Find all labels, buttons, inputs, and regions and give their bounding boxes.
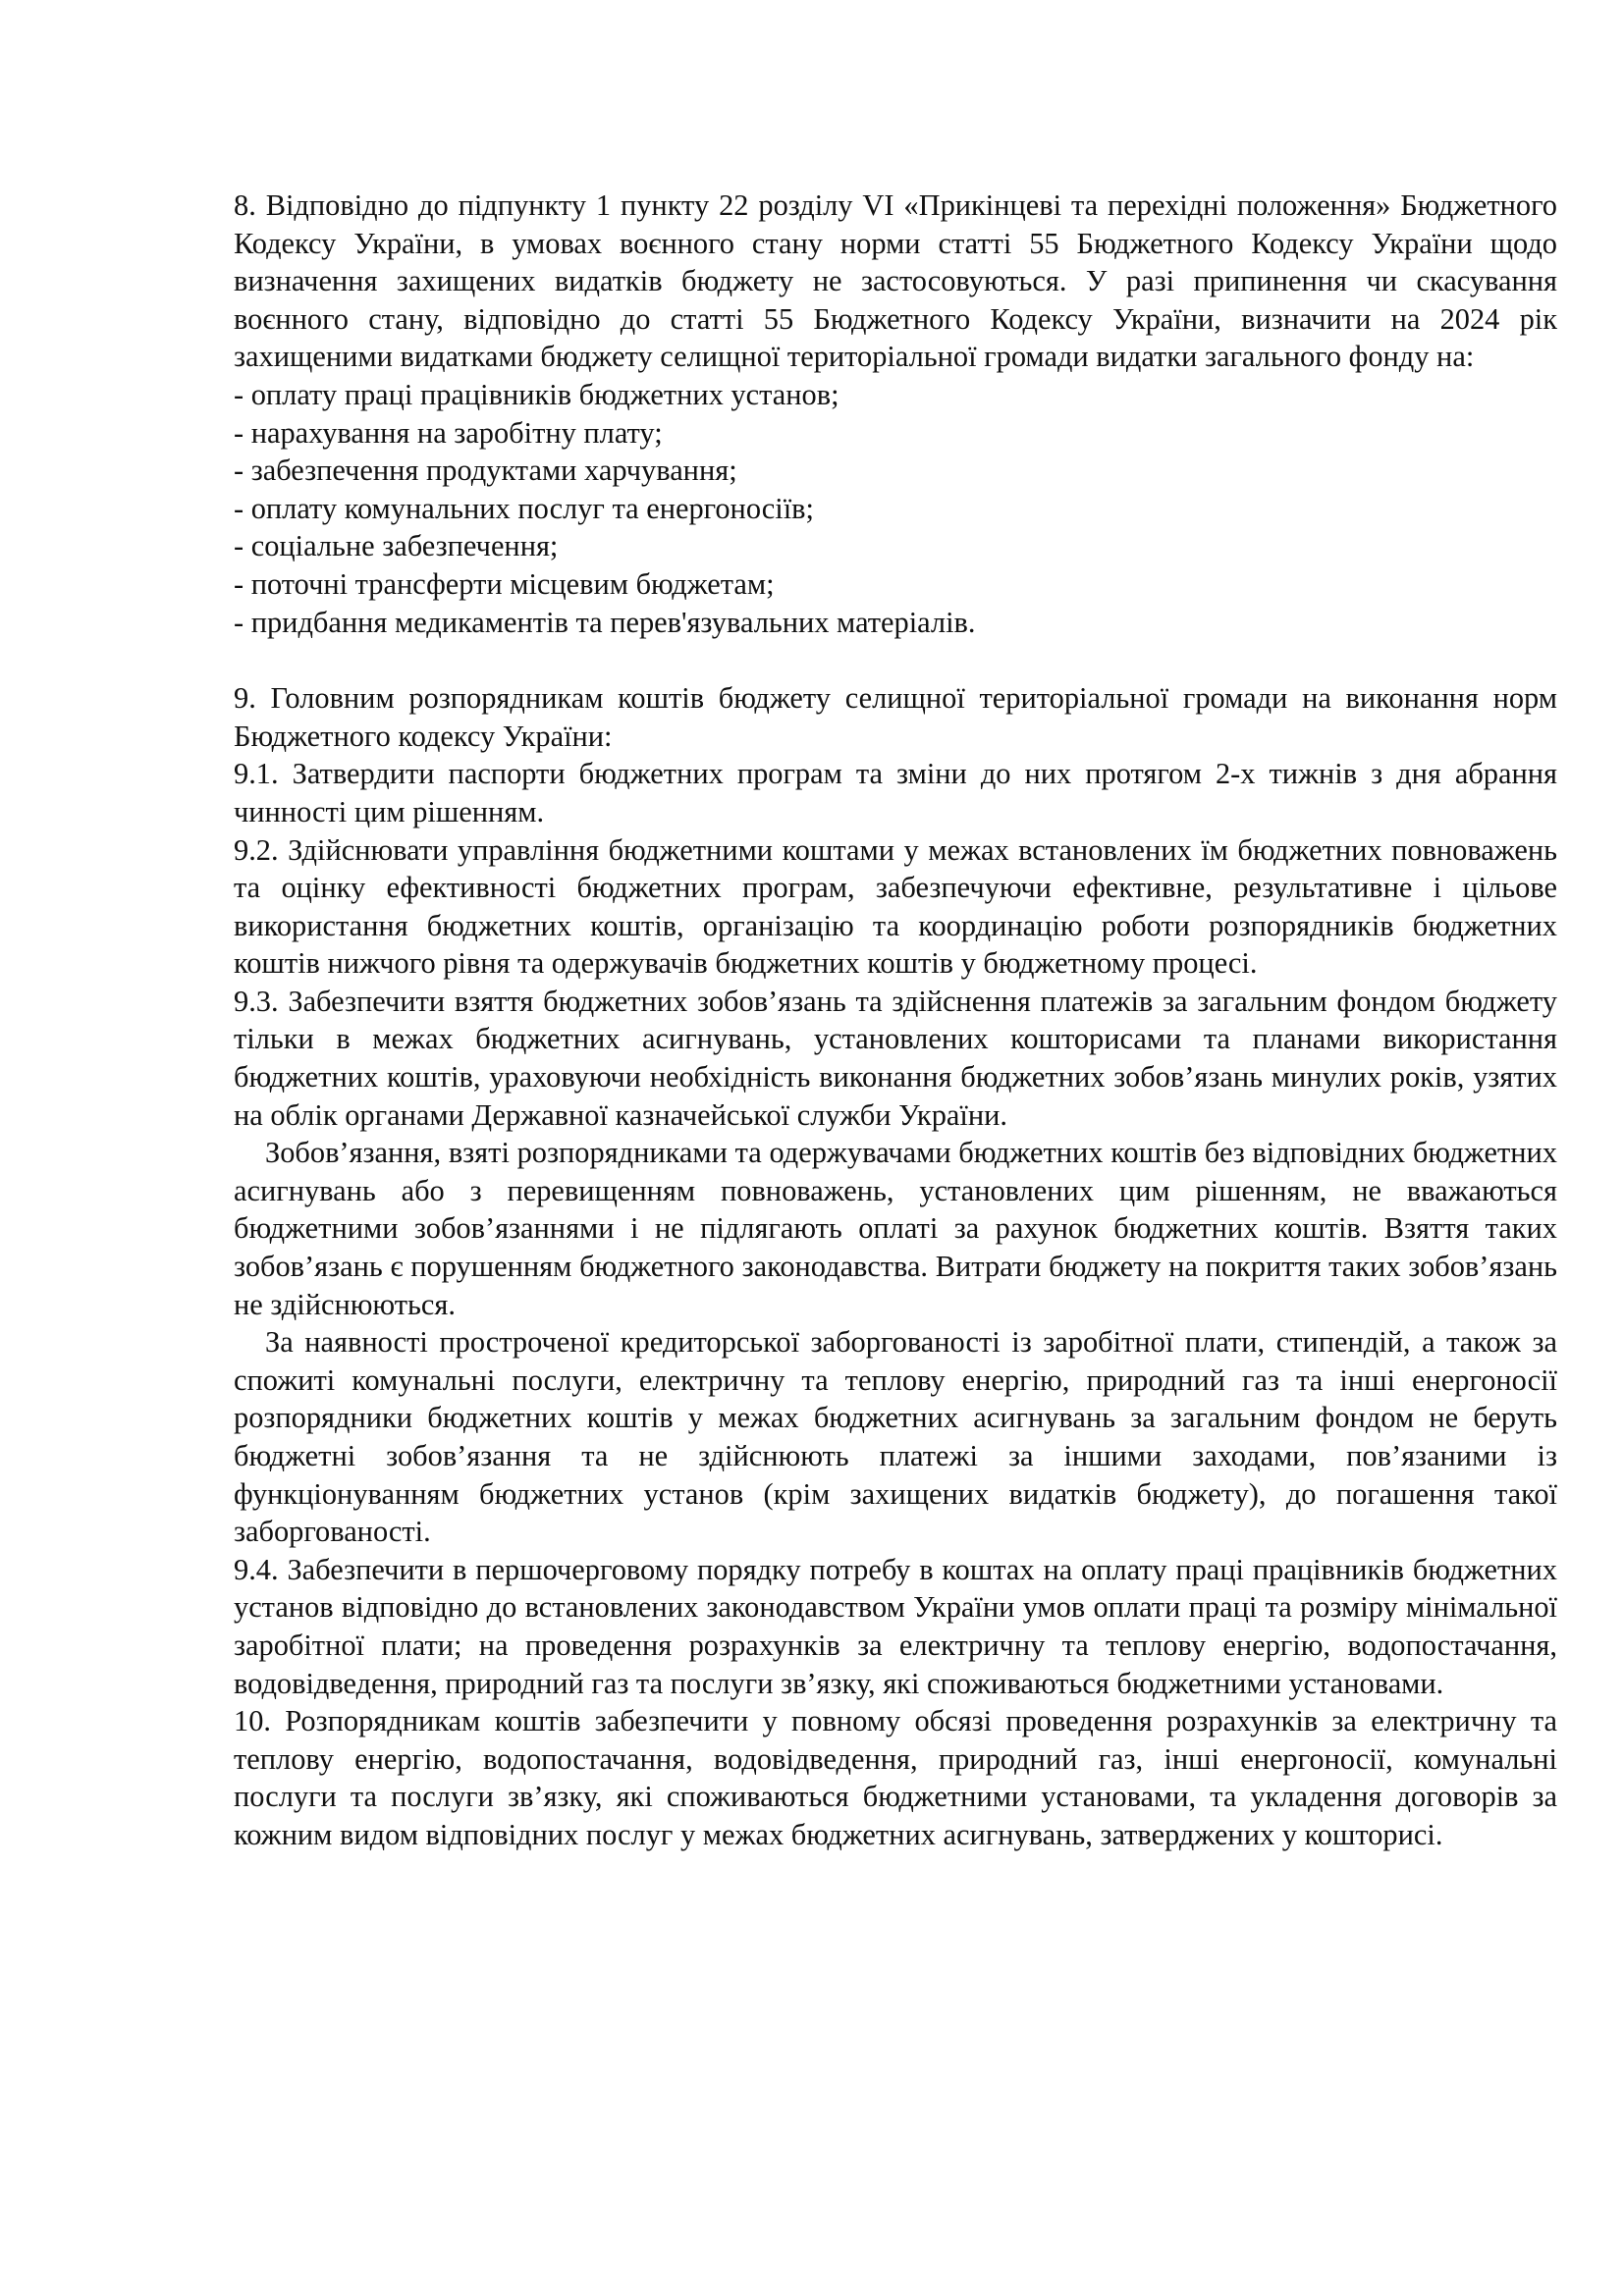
section-9-4: 9.4. Забезпечити в першочерговому порядку потребу в коштах на оплату праці працівників бюджетних установ відповідно до встановлених законодавством України умов оплати праці та розміру мінімальної заробітної плати; на проведення розрахунків за електричну та теплову енергію, водопостачання, водовідведення, природний газ та послуги зв’язку, які споживаються бюджетними установами. [234, 1552, 1557, 1700]
list-item: - забезпечення продуктами харчування; [234, 454, 737, 488]
protected-expenses-list [234, 376, 1557, 641]
list-item: - придбання медикаментів та перев'язувальних матеріалів. [234, 605, 976, 639]
list-item: - поточні трансферти місцевим бюджетам; [234, 566, 775, 601]
section-8-paragraph: 8. Відповідно до підпункту 1 пункту 22 розділу VI «Прикінцеві та перехідні положення» Бюджетного Кодексу України, в умовах воєнного стану норми статті 55 Бюджетного Кодексу України щодо визначення захищених видатків бюджету не застосовуються. У разі припинення чи скасування воєнного стану, відповідно до статті 55 Бюджетного Кодексу України, визначити на 2024 рік захищеними видатками бюджету селищної територіальної громади видатки загального фонду на: [234, 188, 1557, 374]
paragraph-gap [234, 641, 1557, 679]
section-9-3: 9.3. Забезпечити взяття бюджетних зобов’язань та здійснення платежів за загальним фондом бюджету тільки в межах бюджетних асигнувань, установлених кошторисами та планами використання бюджетних коштів, ураховуючи необхідність виконання бюджетних зобов’язань минулих років, узятих на облік органами Державної казначейської служби України. [234, 984, 1557, 1132]
section-9-1: 9.1. Затвердити паспорти бюджетних програм та зміни до них протягом 2-х тижнів з дня абрання чинності цим рішенням. [234, 757, 1557, 828]
section-10-paragraph: 10. Розпорядникам коштів забезпечити у повному обсязі проведення розрахунків за електричну та теплову енергію, водопостачання, водовідведення, природний газ, інші енергоносії, комунальні послуги та послуги зв’язку, які споживаються бюджетними установами, та укладення договорів за кожним видом відповідних послуг у межах бюджетних асигнувань, затверджених у кошторисі. [234, 1704, 1557, 1851]
list-item: - оплату комунальних послуг та енергоносіїв; [234, 491, 814, 525]
section-9-3-arrears: За наявності простроченої кредиторської заборгованості із заробітної плати, стипендій, а також за спожиті комунальні послуги, електричну та теплову енергію, природний газ та інші енергоносії розпорядники бюджетних коштів у межах бюджетних асигнувань за загальним фондом не беруть бюджетні зобов’язання та не здійснюють платежі за іншими заходами, пов’язаними із функціонуванням бюджетних установ (крім захищених видатків бюджету), до погашення такої заборгованості. [234, 1325, 1557, 1549]
list-item: - оплату праці працівників бюджетних установ; [234, 377, 839, 411]
document-page [234, 187, 1557, 1854]
list-item: - соціальне забезпечення; [234, 529, 559, 563]
section-9-2: 9.2. Здійснювати управління бюджетними коштами у межах встановлених їм бюджетних повноважень та оцінку ефективності бюджетних програм, забезпечуючи ефективне, результативне і цільове використання бюджетних коштів, організацію та координацію роботи розпорядників бюджетних коштів нижчого рівня та одержувачів бюджетних коштів у бюджетному процесі. [234, 832, 1557, 981]
list-item: - нарахування на заробітну плату; [234, 415, 663, 450]
section-9-intro: 9. Головним розпорядникам коштів бюджету селищної територіальної громади на виконання норм Бюджетного кодексу України: [234, 681, 1557, 753]
section-9-3-obligations: Зобов’язання, взяті розпорядниками та одержувачами бюджетних коштів без відповідних бюджетних асигнувань або з перевищенням повноважень, установлених цим рішенням, не вважаються бюджетними зобов’язаннями і не підлягають оплаті за рахунок бюджетних коштів. Взяття таких зобов’язань є порушенням бюджетного законодавства. Витрати бюджету на покриття таких зобов’язань не здійснюються. [234, 1136, 1557, 1321]
